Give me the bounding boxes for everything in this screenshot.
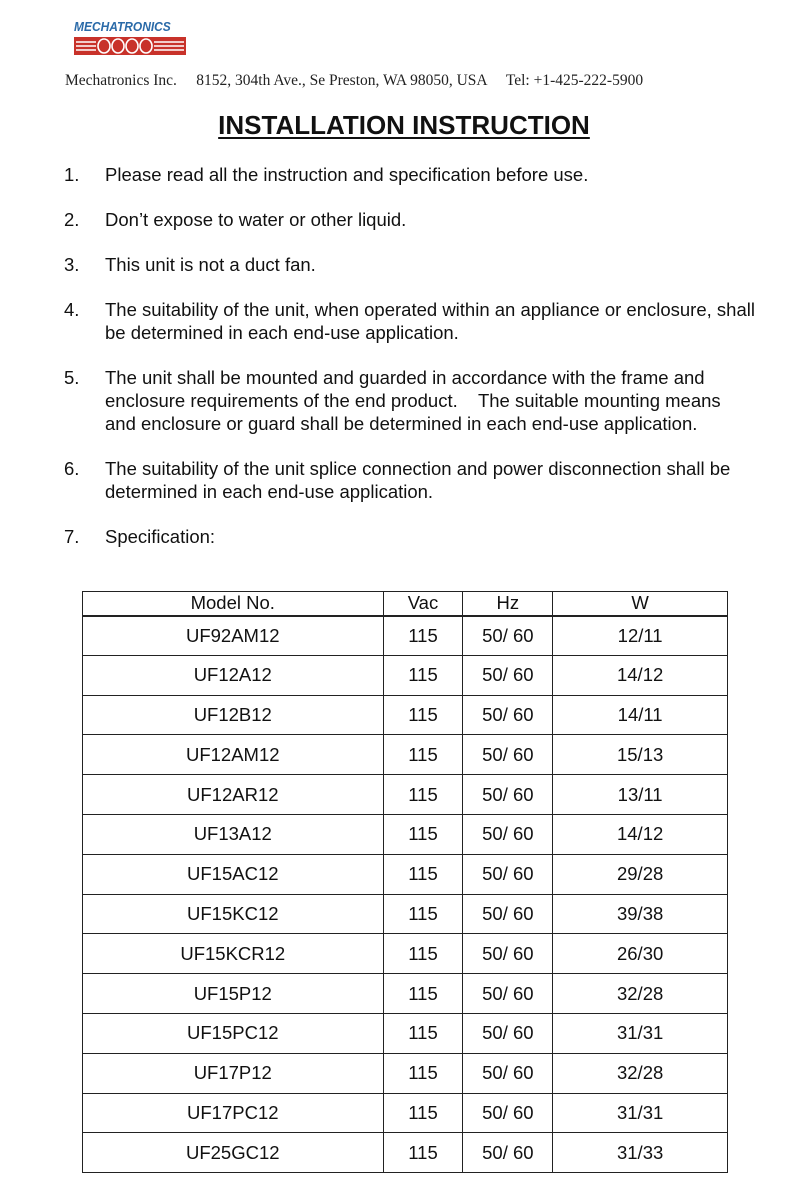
logo-wordmark: MECHATRONICS [74,19,171,34]
cell-w: 29/28 [553,854,728,894]
cell-model: UF12B12 [83,695,384,735]
instruction-item [0,457,808,503]
cell-w: 32/28 [553,974,728,1014]
table-row [83,735,728,775]
cell-vac: 115 [383,934,463,974]
cell-w: 32/28 [553,1053,728,1093]
table-row [83,854,728,894]
cell-model: UF17P12 [83,1053,384,1093]
cell-w: 26/30 [553,934,728,974]
cell-model: UF12AR12 [83,775,384,815]
cell-vac: 115 [383,854,463,894]
cell-w: 31/31 [553,1093,728,1133]
cell-hz: 50/ 60 [463,1053,553,1093]
table-row [83,814,728,854]
table-body [83,616,728,1173]
cell-vac: 115 [383,775,463,815]
cell-hz: 50/ 60 [463,934,553,974]
company-address: Mechatronics Inc. 8152, 304th Ave., Se Preston, WA 98050, USA Tel: +1-425-222-5900 [65,72,644,89]
instruction-item [0,163,808,186]
instruction-list [0,163,808,570]
instruction-number: 5. [64,367,80,388]
company-logo [74,20,190,68]
cell-model: UF12AM12 [83,735,384,775]
cell-model: UF15PC12 [83,1013,384,1053]
cell-model: UF12A12 [83,655,384,695]
cell-w: 15/13 [553,735,728,775]
table-row [83,775,728,815]
cell-model: UF13A12 [83,814,384,854]
cell-hz: 50/ 60 [463,1093,553,1133]
cell-hz: 50/ 60 [463,1133,553,1173]
column-header-model: Model No. [83,592,384,616]
cell-vac: 115 [383,1093,463,1133]
cell-w: 31/33 [553,1133,728,1173]
instruction-number: 3. [64,254,80,275]
cell-model: UF15P12 [83,974,384,1014]
cell-w: 14/11 [553,695,728,735]
instruction-item [0,525,808,548]
cell-hz: 50/ 60 [463,735,553,775]
cell-w: 39/38 [553,894,728,934]
cell-model: UF17PC12 [83,1093,384,1133]
cell-vac: 115 [383,1053,463,1093]
cell-vac: 115 [383,1013,463,1053]
table-row [83,934,728,974]
cell-model: UF25GC12 [83,1133,384,1173]
cell-hz: 50/ 60 [463,894,553,934]
table-row [83,1013,728,1053]
cell-vac: 115 [383,814,463,854]
instruction-number: 7. [64,526,80,547]
table-row [83,974,728,1014]
instruction-number: 6. [64,458,80,479]
cell-model: UF15KC12 [83,894,384,934]
column-header-w: W [553,592,728,616]
cell-hz: 50/ 60 [463,695,553,735]
instruction-text: Please read all the instruction and specification before use. [105,164,589,185]
column-header-hz: Hz [463,592,553,616]
cell-hz: 50/ 60 [463,1013,553,1053]
table-row [83,616,728,656]
column-header-vac: Vac [383,592,463,616]
table-row [83,1133,728,1173]
instruction-item [0,253,808,276]
instruction-text: The suitability of the unit, when operated within an appliance or enclosure, shall be determined in each end-use application. [105,299,755,343]
cell-model: UF15KCR12 [83,934,384,974]
cell-w: 12/11 [553,616,728,656]
cell-hz: 50/ 60 [463,974,553,1014]
table-row [83,695,728,735]
table-row [83,1053,728,1093]
instruction-item [0,366,808,435]
instruction-number: 1. [64,164,80,185]
table-row [83,1093,728,1133]
specification-table [82,591,728,1173]
instruction-number: 2. [64,209,80,230]
cell-vac: 115 [383,1133,463,1173]
cell-w: 14/12 [553,655,728,695]
cell-vac: 115 [383,894,463,934]
table-header-row [83,592,728,616]
instruction-text: The suitability of the unit splice connection and power disconnection shall be determined in each end-use application. [105,458,731,502]
instruction-text: The unit shall be mounted and guarded in accordance with the frame and enclosure requirements of the end product. The suitable mounting means and enclosure or guard shall be determined in each end-use application. [105,367,726,434]
instruction-item [0,298,808,344]
instruction-text: Don’t expose to water or other liquid. [105,209,407,230]
cell-hz: 50/ 60 [463,854,553,894]
instruction-item [0,208,808,231]
cell-hz: 50/ 60 [463,814,553,854]
cell-vac: 115 [383,616,463,656]
cell-hz: 50/ 60 [463,616,553,656]
cell-w: 13/11 [553,775,728,815]
cell-vac: 115 [383,735,463,775]
table-row [83,894,728,934]
logo-swoosh-icon [74,36,186,56]
cell-w: 31/31 [553,1013,728,1053]
table-row [83,655,728,695]
instruction-text: Specification: [105,526,216,547]
cell-hz: 50/ 60 [463,775,553,815]
cell-hz: 50/ 60 [463,655,553,695]
cell-model: UF15AC12 [83,854,384,894]
instruction-number: 4. [64,299,80,320]
cell-w: 14/12 [553,814,728,854]
instruction-text: This unit is not a duct fan. [105,254,316,275]
cell-model: UF92AM12 [83,616,384,656]
page-title: INSTALLATION INSTRUCTION [218,110,590,140]
cell-vac: 115 [383,695,463,735]
cell-vac: 115 [383,974,463,1014]
cell-vac: 115 [383,655,463,695]
